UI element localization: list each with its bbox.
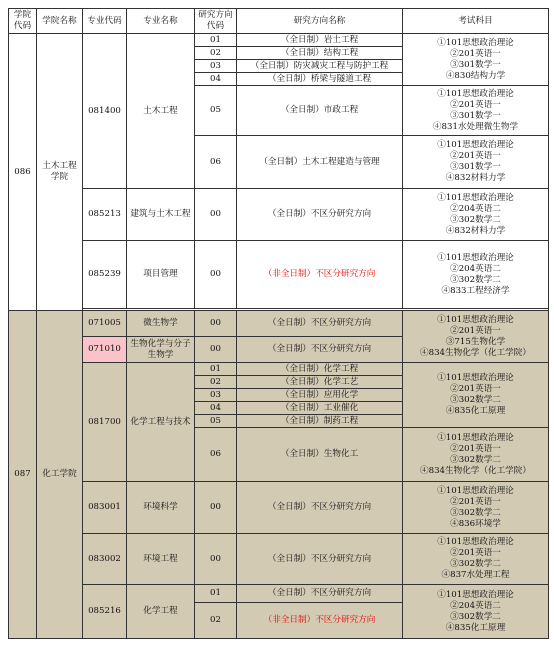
major-name-cell: 建筑与土木工程: [127, 189, 195, 241]
subject-line: ②204英语二: [450, 263, 501, 274]
subject-line: ②204英语二: [450, 600, 501, 611]
table-row: [9, 363, 549, 376]
major-code-cell: 081400: [83, 34, 127, 189]
direction-name-cell: （全日制）制药工程: [237, 415, 403, 428]
direction-code-cell: 02: [195, 376, 237, 389]
major-code-cell: 071010: [83, 337, 127, 363]
subjects-cell: [403, 136, 549, 189]
subject-line: ②201英语一: [450, 548, 501, 558]
subjects-cell: [403, 86, 549, 136]
subject-line: ④836环境学: [450, 518, 501, 529]
subject-line: ②201英语一: [450, 325, 501, 336]
subject-line: ②201英语一: [450, 496, 501, 507]
header-row: [9, 9, 549, 34]
direction-code-cell: 06: [195, 428, 237, 482]
direction-name-cell: （全日制）化学工艺: [237, 376, 403, 389]
admission-catalog-table: [8, 8, 549, 639]
direction-code-cell: 01: [195, 363, 237, 376]
table-row: [9, 34, 549, 47]
subject-line: ④834生物化学（化工学院）: [420, 347, 531, 358]
subject-line: ③302数学二: [450, 274, 501, 285]
major-name-cell: 生物化学与分子生物学: [127, 337, 195, 363]
direction-name-cell: （全日制）不区分研究方向: [237, 534, 403, 585]
subject-line: ①101思想政治理论: [437, 537, 514, 547]
direction-name-cell: （全日制）不区分研究方向: [237, 337, 403, 363]
direction-name-cell: （全日制）化学工程: [237, 363, 403, 376]
subjects-cell: [403, 34, 549, 86]
subject-line: ①101思想政治理论: [437, 192, 514, 203]
direction-name-cell: （全日制）不区分研究方向: [237, 585, 403, 603]
direction-code-cell: 01: [195, 34, 237, 47]
direction-name-cell: （全日制）桥梁与隧道工程: [237, 73, 403, 86]
table-row: [9, 482, 549, 534]
subject-line: ②201英语一: [450, 99, 501, 110]
college-code-cell: 087: [9, 311, 37, 639]
subject-line: ①101思想政治理论: [437, 314, 514, 325]
subject-line: ②201英语一: [450, 443, 501, 454]
major-name-cell: 化学工程: [127, 585, 195, 639]
major-code-cell: 085216: [83, 585, 127, 639]
direction-code-cell: 03: [195, 389, 237, 402]
direction-code-cell: 00: [195, 241, 237, 309]
direction-name-cell: （全日制）不区分研究方向: [237, 189, 403, 241]
major-name-cell: 微生物学: [127, 311, 195, 337]
direction-name-cell: （全日制）结构工程: [237, 47, 403, 60]
subjects-cell: [403, 189, 549, 241]
direction-name-cell: （全日制）不区分研究方向: [237, 311, 403, 337]
subject-line: ①101思想政治理论: [437, 432, 514, 443]
subject-line: ①101思想政治理论: [437, 140, 514, 150]
header-direction-code: 研究方向代码: [195, 9, 237, 34]
direction-code-cell: 01: [195, 585, 237, 603]
major-name-cell: 环境工程: [127, 534, 195, 585]
college-name-cell: 土木工程学院: [37, 34, 83, 311]
direction-code-cell: 03: [195, 60, 237, 73]
direction-name-cell: （全日制）不区分研究方向: [237, 482, 403, 534]
header-subjects: 考试科目: [403, 9, 549, 34]
header-college-code: 学院代码: [9, 9, 37, 34]
major-name-cell: 土木工程: [127, 34, 195, 189]
direction-code-cell: 06: [195, 136, 237, 189]
direction-name-cell: （非全日制）不区分研究方向: [237, 241, 403, 309]
subject-line: ③301数学一: [450, 162, 501, 172]
college-code-cell: 086: [9, 34, 37, 311]
table-row: [9, 534, 549, 585]
header-major-name: 专业名称: [127, 9, 195, 34]
college-name-cell: 化工学院: [37, 311, 83, 639]
subject-line: ④835化工原理: [445, 406, 506, 416]
subject-line: ①101思想政治理论: [437, 37, 514, 48]
subject-line: ④832材料力学: [445, 173, 506, 183]
subjects-cell: [403, 311, 549, 363]
direction-name-cell: （非全日制）不区分研究方向: [237, 603, 403, 639]
subject-line: ③302数学二: [450, 454, 501, 465]
header-direction-name: 研究方向名称: [237, 9, 403, 34]
direction-code-cell: 05: [195, 415, 237, 428]
table-row: [9, 585, 549, 603]
major-name-cell: 项目管理: [127, 241, 195, 309]
direction-name-cell: （全日制）应用化学: [237, 389, 403, 402]
direction-code-cell: 05: [195, 86, 237, 136]
direction-name-cell: （全日制）生物化工: [237, 428, 403, 482]
direction-name-cell: （全日制）土木工程建造与管理: [237, 136, 403, 189]
subject-line: ②201英语一: [450, 151, 501, 161]
subject-line: ④832材料力学: [445, 225, 506, 236]
major-code-cell: 071005: [83, 311, 127, 337]
direction-code-cell: 02: [195, 47, 237, 60]
subject-line: ③301数学一: [450, 110, 501, 121]
table-row: [9, 241, 549, 309]
direction-code-cell: 04: [195, 73, 237, 86]
subject-line: ④834生物化学（化工学院）: [420, 465, 531, 476]
subject-line: ①101思想政治理论: [437, 589, 514, 600]
major-code-cell: 081700: [83, 363, 127, 482]
subject-line: ①101思想政治理论: [437, 373, 514, 383]
subject-line: ③302数学二: [450, 507, 501, 518]
subject-line: ③302数学二: [450, 559, 501, 569]
table-row: [9, 189, 549, 241]
major-name-cell: 化学工程与技术: [127, 363, 195, 482]
direction-name-cell: （全日制）岩土工程: [237, 34, 403, 47]
header-major-code: 专业代码: [83, 9, 127, 34]
subject-line: ④833工程经济学: [441, 285, 510, 296]
major-code-cell: 085239: [83, 241, 127, 309]
subject-line: ②201英语一: [450, 48, 501, 59]
subject-line: ③715生物化学: [445, 336, 506, 347]
direction-code-cell: 04: [195, 402, 237, 415]
direction-code-cell: 00: [195, 189, 237, 241]
table-row: [9, 311, 549, 337]
direction-name-cell: （全日制）市政工程: [237, 86, 403, 136]
subjects-cell: [403, 241, 549, 309]
direction-code-cell: 00: [195, 534, 237, 585]
subject-line: ②204英语二: [450, 203, 501, 214]
subjects-cell: [403, 534, 549, 585]
major-code-cell: 083001: [83, 482, 127, 534]
header-college-name: 学院名称: [37, 9, 83, 34]
direction-code-cell: 00: [195, 482, 237, 534]
subject-line: ④831水处理微生物学: [432, 121, 519, 132]
direction-code-cell: 00: [195, 311, 237, 337]
direction-name-cell: （全日制）防灾减灾工程与防护工程: [237, 60, 403, 73]
major-code-cell: 083002: [83, 534, 127, 585]
subjects-cell: [403, 363, 549, 428]
subject-line: ①101思想政治理论: [437, 485, 514, 496]
subject-line: ④835化工原理: [445, 622, 506, 633]
major-name-cell: 环境科学: [127, 482, 195, 534]
direction-code-cell: 02: [195, 603, 237, 639]
subject-line: ③302数学二: [450, 611, 501, 622]
subject-line: ②201英语一: [450, 384, 501, 394]
subject-line: ④830结构力学: [445, 70, 506, 81]
direction-name-cell: （全日制）工业催化: [237, 402, 403, 415]
subject-line: ③302数学二: [450, 214, 501, 225]
subjects-cell: [403, 585, 549, 639]
direction-code-cell: 00: [195, 337, 237, 363]
subjects-cell: [403, 428, 549, 482]
major-code-cell: 085213: [83, 189, 127, 241]
subjects-cell: [403, 482, 549, 534]
subject-line: ③301数学一: [450, 59, 501, 70]
subject-line: ①101思想政治理论: [437, 252, 514, 263]
subject-line: ③302数学二: [450, 395, 501, 405]
subject-line: ①101思想政治理论: [437, 88, 514, 99]
subject-line: ④837水处理工程: [441, 570, 510, 580]
